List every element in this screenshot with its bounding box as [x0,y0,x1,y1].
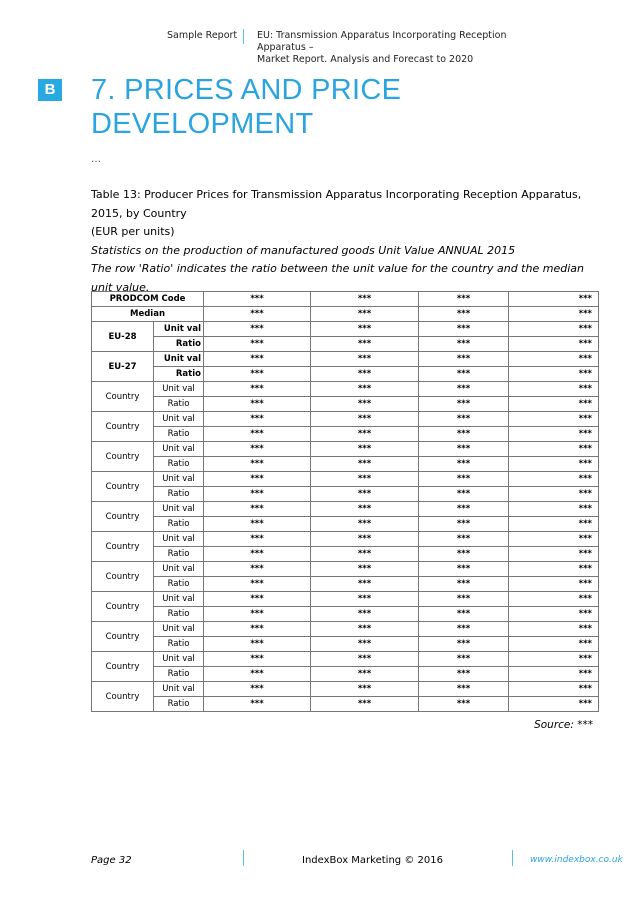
row-metric-label: Ratio [154,697,204,712]
table-cell: *** [204,682,311,697]
table-cell: *** [419,292,509,307]
table-cell: *** [311,352,419,367]
footer-divider-left [243,850,244,866]
row-group-label: Country [92,652,154,682]
table-cell: *** [419,382,509,397]
table-cell: *** [204,367,311,382]
table-cell: *** [204,547,311,562]
table-cell: *** [204,382,311,397]
table-cell: *** [204,622,311,637]
section-title-line2: DEVELOPMENT [91,108,314,140]
table-cell: *** [509,337,599,352]
table-cell: *** [509,397,599,412]
row-metric-label: Ratio [154,457,204,472]
table-cell: *** [419,592,509,607]
table-cell: *** [419,397,509,412]
row-group-label: Country [92,412,154,442]
table-cell: *** [204,472,311,487]
table-cell: *** [419,412,509,427]
table-cell: *** [311,457,419,472]
table-cell: *** [509,322,599,337]
table-cell: *** [419,517,509,532]
table-row [92,697,599,712]
table-cell: *** [509,292,599,307]
table-median-row [92,307,599,322]
table-cell: *** [509,682,599,697]
table-cell: *** [311,637,419,652]
table-cell: *** [204,502,311,517]
table-cell: *** [419,622,509,637]
table-cell: *** [419,637,509,652]
table-cell: *** [509,532,599,547]
table-cell: *** [509,547,599,562]
row-metric-label: Unit val [154,472,204,487]
footer-copyright: IndexBox Marketing © 2016 [302,855,443,866]
table-cell: *** [204,637,311,652]
table-cell: *** [311,652,419,667]
row-group-label: Country [92,502,154,532]
table-cell: *** [311,682,419,697]
table-cell: *** [311,412,419,427]
table-body [92,292,599,712]
table-caption [91,186,611,297]
table-cell: *** [419,682,509,697]
table-row [92,322,599,337]
row-group-label: Country [92,532,154,562]
table-row [92,397,599,412]
row-metric-label: Ratio [154,667,204,682]
row-metric-label: Unit val [154,592,204,607]
row-metric-label: Unit val [154,382,204,397]
row-metric-label: Ratio [154,487,204,502]
header-title-line1: EU: Transmission Apparatus Incorporating Reception Apparatus – [257,30,507,53]
table-cell: *** [311,607,419,622]
prodcom-code-header: PRODCOM Code [92,292,204,307]
caption-line3: (EUR per units) [91,225,175,238]
table-cell: *** [311,502,419,517]
row-metric-label: Ratio [154,427,204,442]
table-row [92,607,599,622]
row-metric-label: Unit val [154,532,204,547]
table-cell: *** [204,562,311,577]
row-metric-label: Ratio [154,577,204,592]
table-cell: *** [419,427,509,442]
table-cell: *** [419,307,509,322]
table-cell: *** [311,577,419,592]
header-report-title [257,30,557,66]
table-cell: *** [509,472,599,487]
row-metric-label: Unit val [154,442,204,457]
table-cell: *** [311,322,419,337]
row-group-label: Country [92,472,154,502]
table-cell: *** [509,502,599,517]
row-metric-label: Unit val [154,682,204,697]
row-group-label: Country [92,382,154,412]
row-group-label: EU-27 [92,352,154,382]
table-cell: *** [311,427,419,442]
table-cell: *** [204,337,311,352]
caption-line4: Statistics on the production of manufactured goods Unit Value ANNUAL 2015 [91,243,516,257]
header-divider [243,29,244,44]
brand-logo-icon: B [38,79,62,101]
footer-page-number: Page 32 [91,855,132,866]
section-title-line1: 7. PRICES AND PRICE [91,74,402,106]
table-cell: *** [311,487,419,502]
table-cell: *** [419,547,509,562]
table-cell: *** [419,652,509,667]
table-row [92,457,599,472]
table-cell: *** [419,367,509,382]
table-row [92,547,599,562]
row-metric-label: Unit val [154,322,204,337]
table-row [92,652,599,667]
table-cell: *** [204,487,311,502]
table-row [92,427,599,442]
table-cell: *** [509,427,599,442]
table-cell: *** [204,397,311,412]
table-row [92,622,599,637]
table-cell: *** [204,442,311,457]
row-metric-label: Ratio [154,397,204,412]
table-row [92,517,599,532]
table-cell: *** [419,472,509,487]
table-cell: *** [311,382,419,397]
table-cell: *** [509,352,599,367]
header-report-type: Sample Report [167,30,238,41]
row-group-label: Country [92,622,154,652]
row-group-label: Country [92,682,154,712]
row-metric-label: Unit val [154,502,204,517]
row-metric-label: Ratio [154,337,204,352]
table-cell: *** [204,697,311,712]
table-cell: *** [419,502,509,517]
row-metric-label: Unit val [154,412,204,427]
table-row [92,682,599,697]
table-cell: *** [509,592,599,607]
table-cell: *** [311,337,419,352]
table-cell: *** [311,397,419,412]
table-cell: *** [204,517,311,532]
caption-line1: Table 13: Producer Prices for Transmission Apparatus Incorporating Reception Apparatus, [91,188,582,201]
table-cell: *** [509,697,599,712]
producer-prices-table [91,291,599,712]
table-cell: *** [509,307,599,322]
row-metric-label: Ratio [154,547,204,562]
table-cell: *** [509,517,599,532]
section-title [91,73,591,141]
table-cell: *** [204,412,311,427]
table-cell: *** [509,562,599,577]
table-row [92,412,599,427]
table-cell: *** [419,457,509,472]
table-cell: *** [204,667,311,682]
row-metric-label: Ratio [154,637,204,652]
table-cell: *** [204,592,311,607]
table-cell: *** [204,652,311,667]
table-row [92,337,599,352]
table-header-row [92,292,599,307]
table-cell: *** [419,442,509,457]
table-cell: *** [311,517,419,532]
row-metric-label: Unit val [154,622,204,637]
table-row [92,442,599,457]
table-cell: *** [311,622,419,637]
table-cell: *** [509,637,599,652]
table-cell: *** [419,577,509,592]
table-cell: *** [419,337,509,352]
median-label: Median [92,307,204,322]
row-metric-label: Ratio [154,367,204,382]
table-cell: *** [509,442,599,457]
table-source: Source: *** [534,719,593,731]
table-cell: *** [509,382,599,397]
table-cell: *** [509,667,599,682]
table-cell: *** [311,562,419,577]
omitted-text-ellipsis: … [91,154,101,165]
table-row [92,352,599,367]
table-cell: *** [509,652,599,667]
table-cell: *** [419,352,509,367]
table-row [92,592,599,607]
row-metric-label: Ratio [154,607,204,622]
footer-divider-right [512,850,513,866]
table-cell: *** [311,547,419,562]
table-cell: *** [419,322,509,337]
table-row [92,487,599,502]
table-row [92,367,599,382]
table-cell: *** [419,697,509,712]
table-cell: *** [311,307,419,322]
table-row [92,637,599,652]
table-cell: *** [204,577,311,592]
table-cell: *** [204,292,311,307]
table-row [92,382,599,397]
table-cell: *** [311,442,419,457]
table-cell: *** [311,472,419,487]
caption-line5: The row 'Ratio' indicates the ratio between the unit value for the country and the median [91,262,584,275]
table-row [92,577,599,592]
table-row [92,472,599,487]
table-cell: *** [311,592,419,607]
table-row [92,502,599,517]
caption-line6: unit value. [91,280,150,294]
table-cell: *** [419,607,509,622]
table-cell: *** [204,352,311,367]
table-cell: *** [509,577,599,592]
table-cell: *** [311,667,419,682]
row-metric-label: Unit val [154,652,204,667]
row-metric-label: Unit val [154,562,204,577]
row-group-label: Country [92,562,154,592]
row-group-label: Country [92,592,154,622]
table-cell: *** [311,697,419,712]
table-cell: *** [509,487,599,502]
table-cell: *** [509,457,599,472]
table-row [92,562,599,577]
table-cell: *** [509,622,599,637]
table-cell: *** [419,532,509,547]
caption-line2: 2015, by Country [91,206,187,220]
row-metric-label: Ratio [154,517,204,532]
footer-website-link[interactable]: www.indexbox.co.uk [530,855,623,865]
row-group-label: EU-28 [92,322,154,352]
table-row [92,667,599,682]
table-cell: *** [419,667,509,682]
table-cell: *** [204,532,311,547]
table-cell: *** [204,307,311,322]
header-title-line2: Market Report. Analysis and Forecast to 2020 [257,54,474,65]
table-cell: *** [311,292,419,307]
table-cell: *** [204,457,311,472]
table-cell: *** [311,532,419,547]
row-metric-label: Unit val [154,352,204,367]
table-row [92,532,599,547]
table-cell: *** [419,562,509,577]
table-cell: *** [419,487,509,502]
table-cell: *** [204,427,311,442]
table-cell: *** [509,607,599,622]
table-cell: *** [509,367,599,382]
table-cell: *** [509,412,599,427]
table-cell: *** [204,607,311,622]
table-cell: *** [311,367,419,382]
table-cell: *** [204,322,311,337]
row-group-label: Country [92,442,154,472]
